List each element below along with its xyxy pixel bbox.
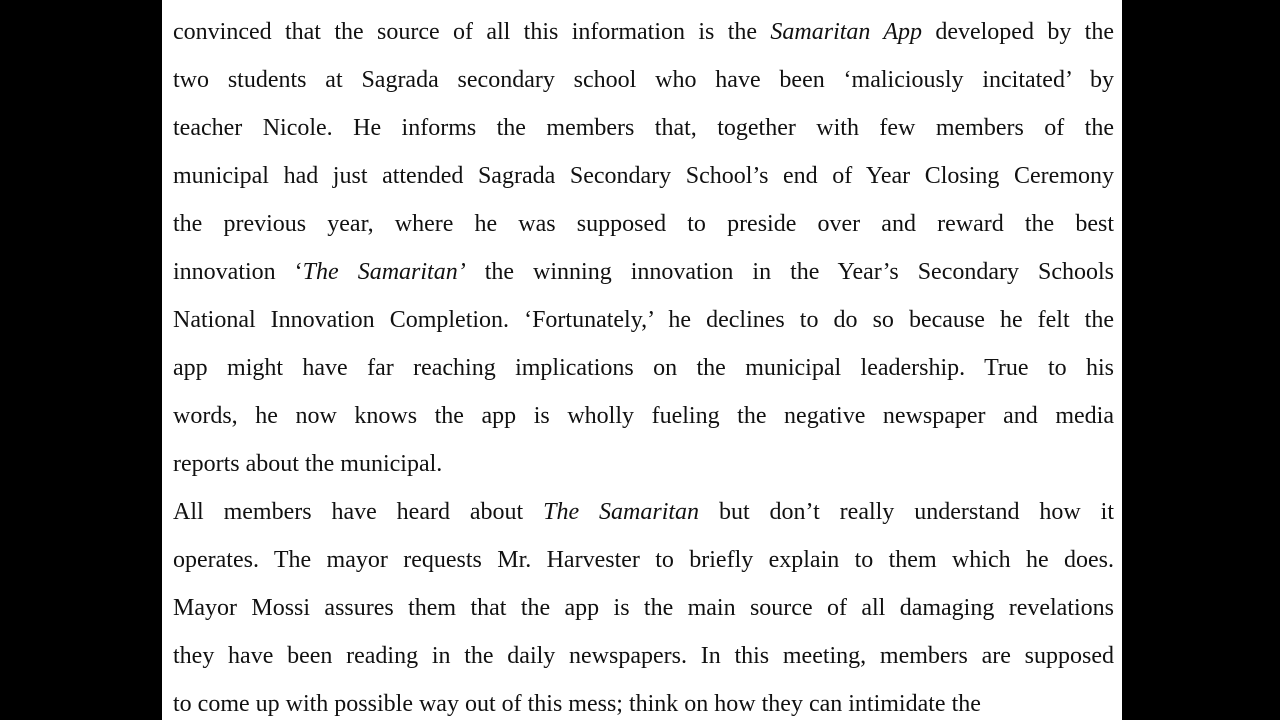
text-line <box>173 344 1114 392</box>
text-line <box>173 296 1114 344</box>
text-run: National Innovation Completion. ‘Fortunately,’ he declines to do so because he felt the <box>173 307 1114 333</box>
text-line <box>173 536 1114 584</box>
text-line <box>173 488 1114 536</box>
text-run: two students at Sagrada secondary school who have been ‘maliciously incitated’ by <box>173 67 1114 93</box>
text-run: developed by the <box>921 19 1114 45</box>
italic-text-run: The Samaritan <box>543 499 700 525</box>
text-line <box>173 440 1114 488</box>
italic-text-run: The Samaritan’ <box>302 259 466 285</box>
text-line <box>173 248 1114 296</box>
text-run: reports about the municipal. <box>173 451 443 477</box>
text-run: they have been reading in the daily newspapers. In this meeting, members are supposed <box>173 643 1114 669</box>
text-line <box>173 680 1114 720</box>
text-run: the previous year, where he was supposed to preside over and reward the best <box>173 211 1114 237</box>
text-line <box>173 152 1114 200</box>
text-run: municipal had just attended Sagrada Secondary School’s end of Year Closing Ceremony <box>173 163 1114 189</box>
text-line <box>173 8 1114 56</box>
text-run: to come up with possible way out of this mess; think on how they can intimidate the <box>173 691 981 717</box>
text-run: the winning innovation in the Year’s Secondary Schools <box>465 259 1115 285</box>
text-run: operates. The mayor requests Mr. Harvester to briefly explain to them which he does. <box>173 547 1114 573</box>
text-run: innovation ‘ <box>173 259 303 285</box>
text-run: teacher Nicole. He informs the members that, together with few members of the <box>173 115 1114 141</box>
text-line <box>173 392 1114 440</box>
text-line <box>173 200 1114 248</box>
document-page <box>162 0 1122 720</box>
text-run: All members have heard about <box>173 499 544 525</box>
text-run: app might have far reaching implications on the municipal leadership. True to his <box>173 355 1114 381</box>
text-run: convinced that the source of all this information is the <box>173 19 771 45</box>
text-line <box>173 104 1114 152</box>
text-line <box>173 632 1114 680</box>
text-line <box>173 56 1114 104</box>
text-run: but don’t really understand how it <box>699 499 1115 525</box>
text-run: Mayor Mossi assures them that the app is the main source of all damaging revelations <box>173 595 1114 621</box>
italic-text-run: Samaritan App <box>770 19 922 45</box>
document-body <box>173 8 1114 720</box>
text-run: words, he now knows the app is wholly fueling the negative newspaper and media <box>173 403 1114 429</box>
text-line <box>173 584 1114 632</box>
